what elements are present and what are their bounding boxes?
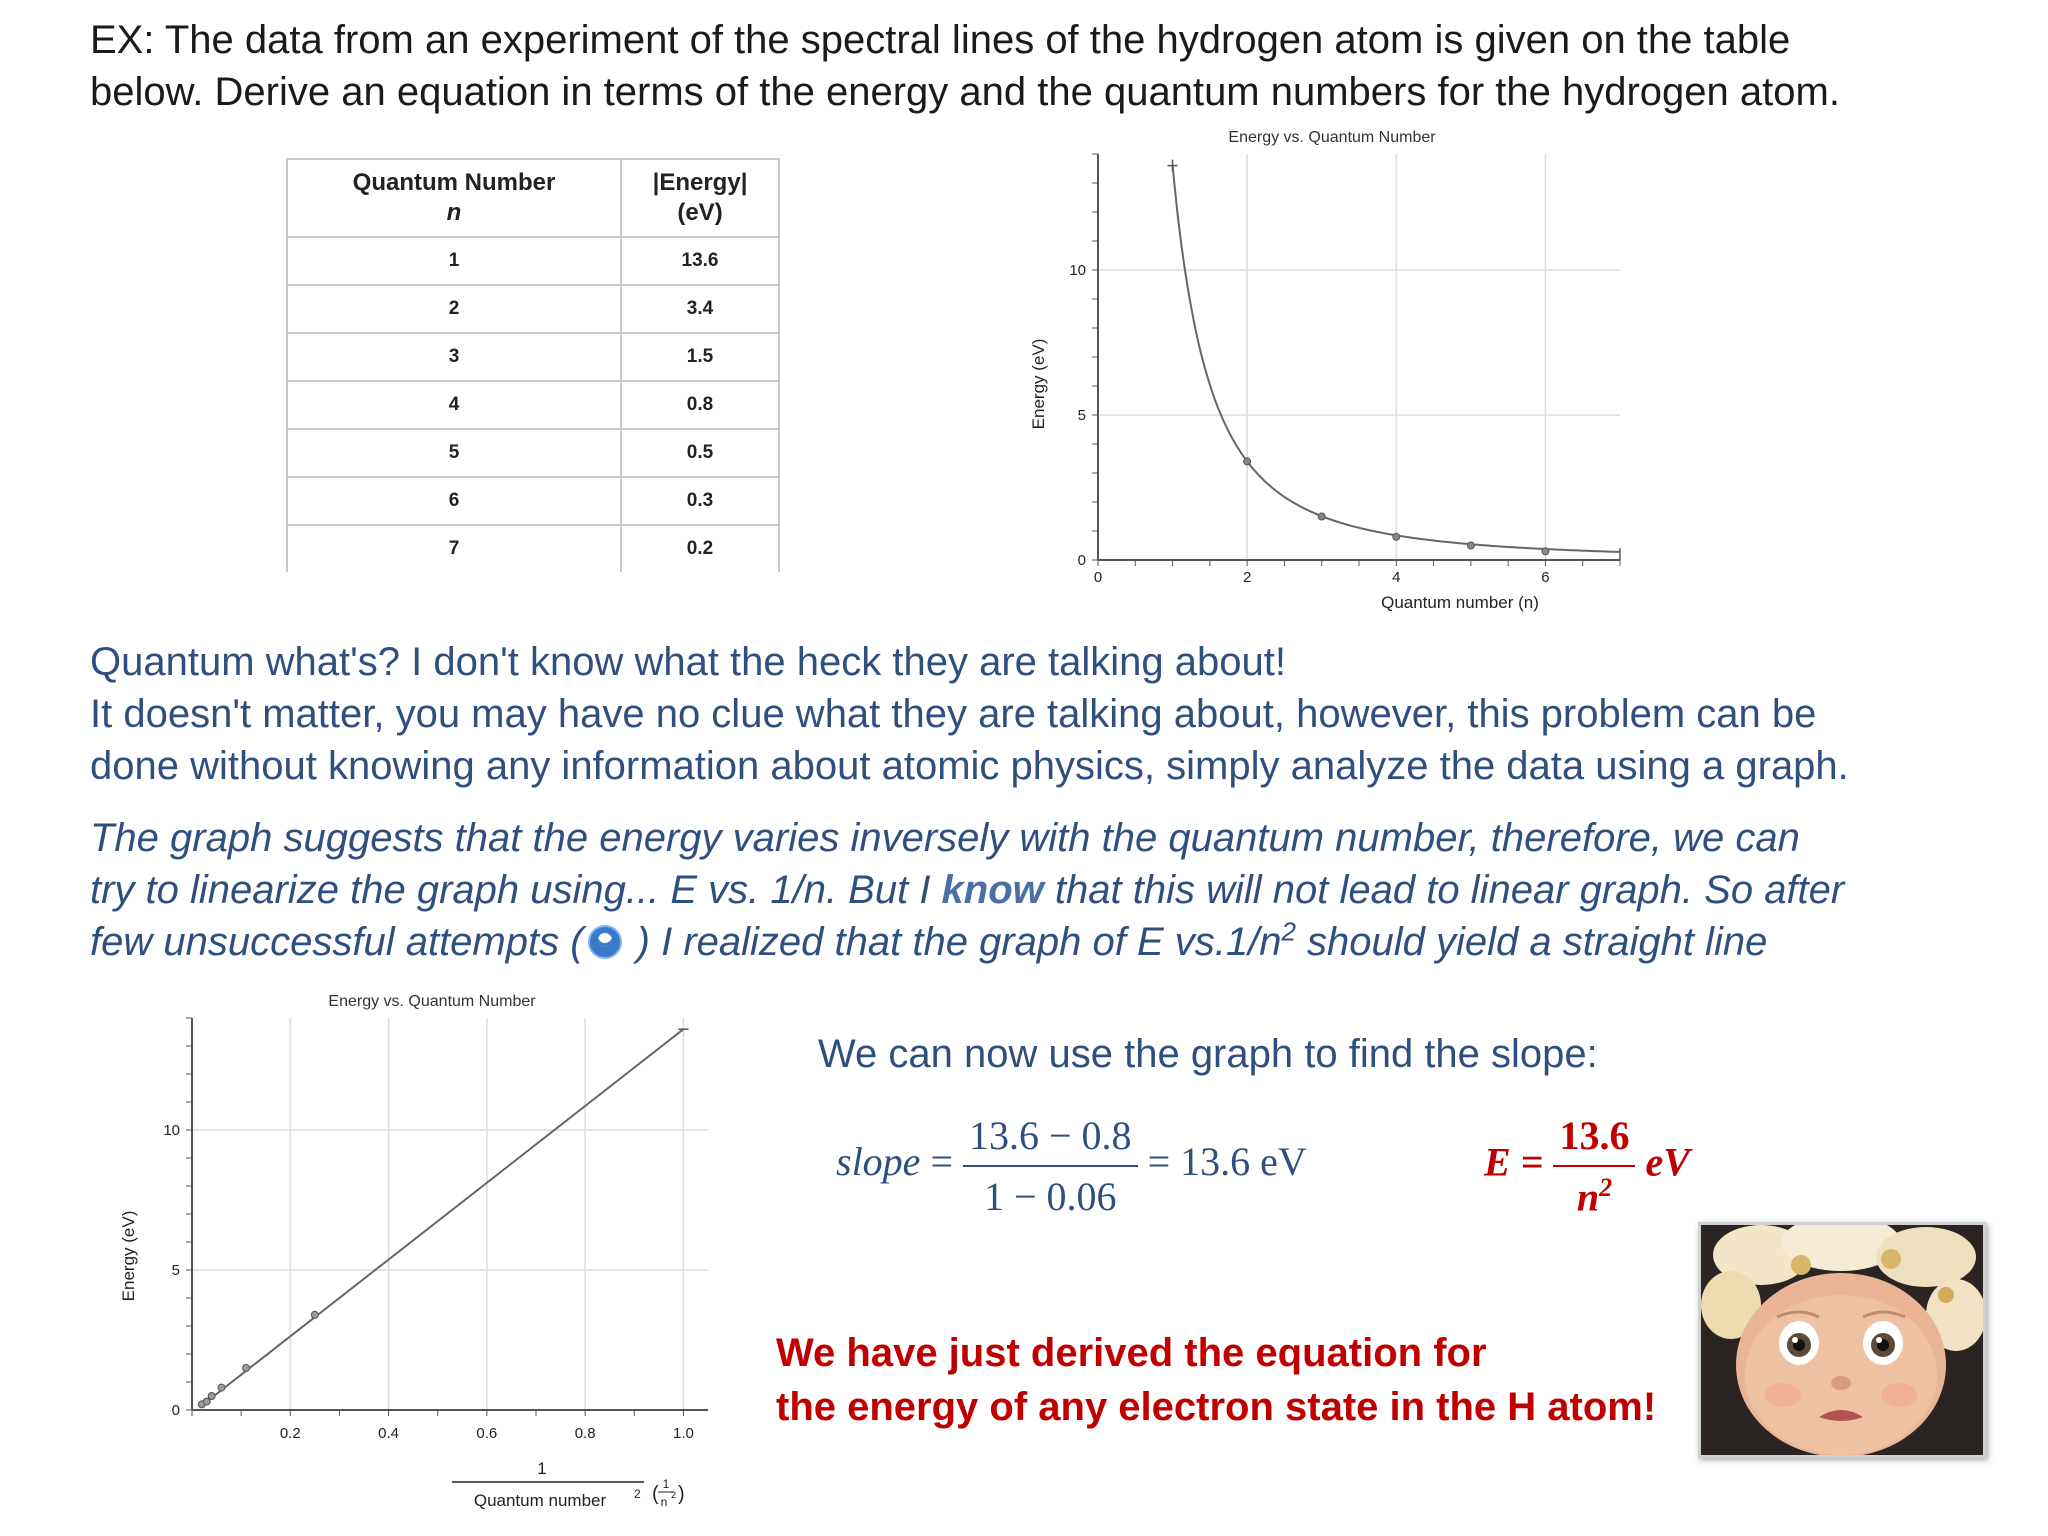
chart1-ylabel: Energy (eV): [1029, 338, 1048, 430]
cell-n: 6: [287, 477, 621, 525]
cell-energy: 1.5: [621, 333, 779, 381]
table-row: [287, 477, 779, 525]
cell-n: 4: [287, 381, 621, 429]
chart1-data-point: [1467, 542, 1474, 549]
conclusion-line-1: We have just derived the equation for: [776, 1331, 1487, 1375]
chart1-data-point: [1244, 458, 1251, 465]
chart2-y-tick-label: 0: [171, 1402, 180, 1419]
chart1-title: Energy vs. Quantum Number: [1228, 129, 1436, 146]
chart2-data-point: [208, 1393, 215, 1400]
chart2-xlabel-paren-sup: 2: [671, 1490, 677, 1500]
chart2-x-tick-label: 0.2: [279, 1425, 301, 1442]
chart1-x-tick-label: 4: [1392, 569, 1401, 586]
chart1-x-tick-label: 2: [1242, 569, 1252, 586]
chart2-xlabel-sup: 2: [634, 1487, 641, 1501]
surprised-baby-photo: [1698, 1222, 1986, 1458]
slope-result: = 13.6 eV: [1147, 1139, 1307, 1185]
chart2-x-tick-label: 0.6: [476, 1425, 498, 1442]
chart2-ylabel: Energy (eV): [119, 1210, 138, 1302]
problem-statement: [90, 14, 2030, 118]
smiley-icon: [588, 925, 622, 959]
slope-fraction: [963, 1112, 1138, 1220]
data-table: [286, 158, 780, 572]
chart1-y-tick-label: 0: [1077, 552, 1086, 569]
table-row: [287, 381, 779, 429]
table-row: [287, 429, 779, 477]
energy-denominator: $n^2$: [1576, 1173, 1613, 1220]
linearization-line-1: The graph suggests that the energy varies inversely with the quantum number, therefore, we can: [90, 816, 1800, 860]
chart1-x-tick-label: 6: [1541, 569, 1550, 586]
chart2-x-tick-label: 0.8: [574, 1425, 596, 1442]
chart2-xlabel-paren-den: n: [660, 1495, 668, 1509]
chart2-xlabel-paren-open: (: [652, 1483, 659, 1505]
chart2-data-point: [243, 1365, 250, 1372]
cell-energy: 3.4: [621, 285, 779, 333]
cell-n: 1: [287, 237, 621, 285]
chart2-fit-line: [207, 1029, 684, 1401]
cell-energy: 0.5: [621, 429, 779, 477]
cell-energy: 0.8: [621, 381, 779, 429]
cell-n: 5: [287, 429, 621, 477]
energy-vs-inverse-n-squared-chart: [112, 986, 752, 1522]
energy-unit: eV: [1645, 1139, 1690, 1185]
energy-equation: [1484, 1112, 1690, 1220]
energy-lhs: E =: [1484, 1139, 1544, 1185]
chart2-x-tick-label: 1.0: [672, 1425, 694, 1442]
slope-intro-text: We can now use the graph to find the slope:: [818, 1032, 1598, 1076]
cell-n: 2: [287, 285, 621, 333]
slope-denominator: 1 − 0.06: [984, 1174, 1117, 1219]
baby-illustration: [1701, 1225, 1983, 1455]
cell-energy: 0.3: [621, 477, 779, 525]
table-row: [287, 333, 779, 381]
col-header-energy: |Energy| (eV): [621, 159, 779, 237]
chart2-xlabel-paren-num: 1: [662, 1477, 670, 1491]
linearization-line-3: few unsuccessful attempts ( ) I realized that the graph of E $vs.1/n^2$ should yield a straight line: [90, 916, 1768, 964]
commentary-line-3: done without knowing any information about atomic physics, simply analyze the data using a graph.: [90, 744, 1849, 788]
col-header-quantum-number: Quantum Number n: [287, 159, 621, 237]
energy-fraction: [1553, 1112, 1635, 1220]
cell-energy: 13.6: [621, 237, 779, 285]
table-row: [287, 285, 779, 333]
chart1-data-point: [1393, 533, 1400, 540]
slope-lhs: slope: [836, 1139, 921, 1185]
chart2-xlabel-denominator: Quantum number: [473, 1491, 607, 1510]
energy-vs-n-chart: [1020, 122, 1640, 622]
chart1-data-point: [1318, 513, 1325, 520]
chart2-title: Energy vs. Quantum Number: [328, 993, 536, 1010]
slope-equation: slope = $\frac{13.6 - 0.8}{1 - 0.06}$ = 13.6 eV: [836, 1113, 1307, 1219]
know-emphasis: know: [941, 868, 1044, 912]
problem-line-1: EX: The data from an experiment of the spectral lines of the hydrogen atom is given on the table: [90, 18, 1791, 62]
chart1-data-point: [1542, 548, 1549, 555]
chart2-y-tick-label: 10: [163, 1122, 180, 1139]
energy-numerator: 13.6: [1553, 1112, 1635, 1167]
cell-energy: 0.2: [621, 525, 779, 572]
table-row: [287, 237, 779, 285]
problem-line-2: below. Derive an equation in terms of the energy and the quantum numbers for the hydrogen atom.: [90, 70, 1840, 114]
linearization-paragraph: [90, 812, 2030, 968]
chart2-xlabel-paren-close: ): [678, 1483, 685, 1505]
cell-n: 3: [287, 333, 621, 381]
linearization-line-2: try to linearize the graph using... E vs. 1/n. But I know that this will not lead to linear graph. So after: [90, 868, 1845, 912]
table-row: [287, 525, 779, 572]
chart1-y-tick-label: 10: [1069, 262, 1086, 279]
conclusion-text: [776, 1326, 1656, 1434]
chart1-x-tick-label: 0: [1093, 569, 1103, 586]
table-header-row: [287, 159, 779, 237]
chart2-data-point: [218, 1384, 225, 1391]
slope-numerator: 13.6 − 0.8: [963, 1112, 1138, 1167]
chart2-x-tick-label: 0.4: [378, 1425, 400, 1442]
conclusion-line-2: the energy of any electron state in the H atom!: [776, 1385, 1657, 1429]
chart1-y-tick-label: 5: [1077, 407, 1086, 424]
chart2-xlabel-numerator: 1: [537, 1459, 547, 1478]
chart1-xlabel: Quantum number (n): [1381, 593, 1539, 612]
commentary-paragraph: [90, 636, 2030, 792]
commentary-line-1: Quantum what's? I don't know what the heck they are talking about!: [90, 640, 1286, 684]
chart2-data-point: [311, 1311, 318, 1318]
commentary-line-2: It doesn't matter, you may have no clue what they are talking about, however, this problem can be: [90, 692, 1817, 736]
chart2-y-tick-label: 5: [171, 1262, 180, 1279]
cell-n: 7: [287, 525, 621, 572]
